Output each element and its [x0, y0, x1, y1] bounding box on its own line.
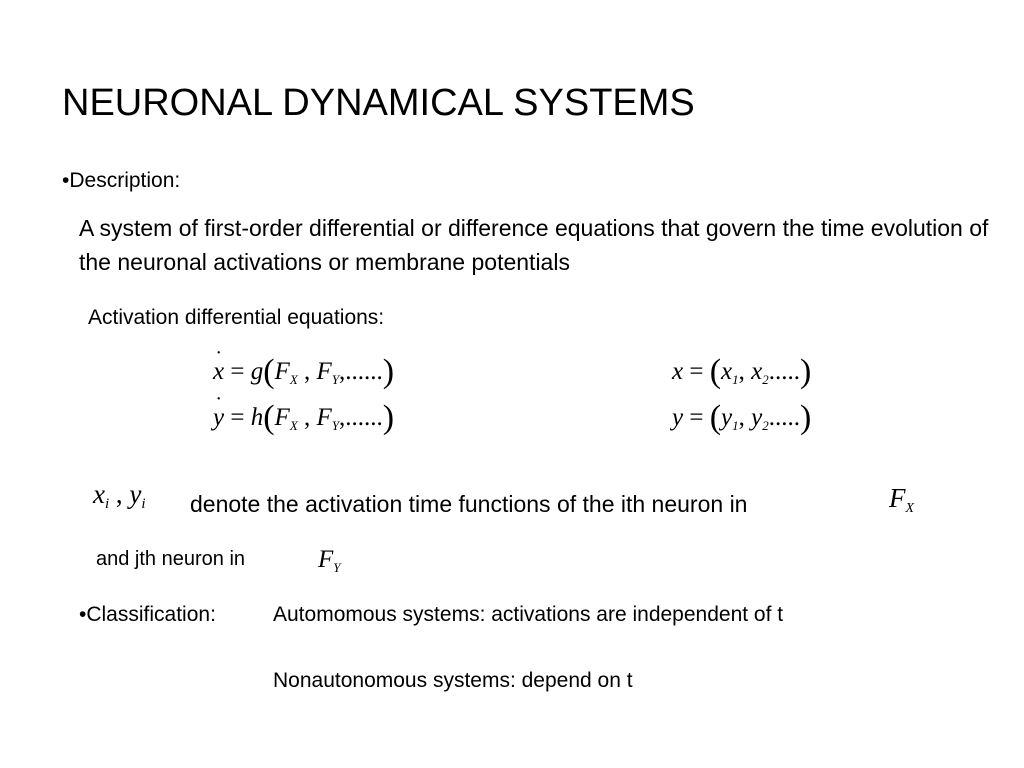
eq1-lhs: ˙ x [213, 357, 224, 387]
equation-x-dot [213, 353, 395, 390]
xi-yi-comma: , [115, 479, 123, 509]
eq1-open: ( [263, 353, 275, 390]
eq2-s2: Y [331, 418, 340, 433]
eq3-lhs: x [672, 358, 684, 385]
fy-symbol [318, 545, 341, 575]
eq2-open: ( [263, 399, 275, 436]
eq4-i2: 2 [762, 418, 769, 433]
denote-text: denote the activation time functions of the ith neuron in [190, 491, 748, 517]
eq3-i1: 1 [732, 372, 739, 387]
equation-y-dot [213, 399, 395, 436]
eq1-s1: X [289, 372, 298, 387]
eq4-tail: ..... [768, 404, 801, 431]
eq2-F1: F [274, 404, 290, 431]
eq2-comma: , [304, 404, 311, 431]
xi-var: x [93, 479, 105, 509]
eq4-lhs: y [672, 404, 684, 431]
classification-label: •Classification: [79, 603, 216, 626]
fx-symbol [889, 483, 915, 516]
eq2-func: h [250, 404, 264, 431]
yi-sub: i [141, 496, 146, 512]
eq1-F1: F [274, 358, 290, 385]
description-text: A system of first-order differential or difference equations that govern the time evolution of the neuronal activations or membrane potentials [79, 215, 989, 275]
eq1-tail: ,...... [339, 358, 383, 385]
eq4-equals: = [689, 404, 704, 431]
xi-yi-symbol [93, 479, 146, 512]
xi-sub: i [104, 496, 110, 512]
eq4-v2: y [751, 404, 763, 431]
eq2-tail: ,...... [339, 404, 383, 431]
eq4-i1: 1 [732, 418, 739, 433]
slide-title: NEURONAL DYNAMICAL SYSTEMS [62, 82, 695, 124]
eq3-equals: = [689, 358, 704, 385]
equation-y-vector [672, 399, 812, 436]
eq1-func: g [250, 358, 264, 385]
eq2-lhs: ˙ y [213, 403, 224, 433]
classification-nonautonomous: Nonautonomous systems: depend on t [273, 669, 633, 692]
equation-x-vector [672, 353, 812, 390]
eq1-F2: F [316, 358, 332, 385]
eq1-comma: , [304, 358, 311, 385]
eq2-close: ) [382, 399, 395, 436]
eq1-s2: Y [331, 372, 340, 387]
eq3-tail: ..... [768, 358, 801, 385]
activation-label: Activation differential equations: [88, 306, 385, 329]
fy-var: F [318, 546, 334, 573]
fx-var: F [889, 483, 906, 513]
eq3-close: ) [800, 353, 812, 390]
eq4-open: ( [709, 399, 722, 436]
jth-neuron-text: and jth neuron in [96, 548, 246, 570]
eq3-open: ( [709, 353, 722, 390]
eq3-comma: , [738, 358, 745, 385]
eq1-close: ) [382, 353, 395, 390]
description-bullet: •Description: [62, 169, 181, 192]
eq1-equals: = [230, 358, 245, 385]
eq2-F2: F [316, 404, 332, 431]
fy-sub: Y [333, 560, 341, 575]
fx-sub: X [905, 501, 915, 516]
yi-var: y [129, 479, 142, 509]
eq2-s1: X [289, 418, 298, 433]
classification-autonomous: Automomous systems: activations are independent of t [273, 603, 784, 626]
eq4-close: ) [800, 399, 812, 436]
eq4-comma: , [738, 404, 745, 431]
eq3-i2: 2 [762, 372, 769, 387]
eq2-equals: = [230, 404, 245, 431]
eq3-v2: x [751, 358, 763, 385]
eq4-v1: y [721, 404, 733, 431]
eq3-v1: x [721, 358, 733, 385]
